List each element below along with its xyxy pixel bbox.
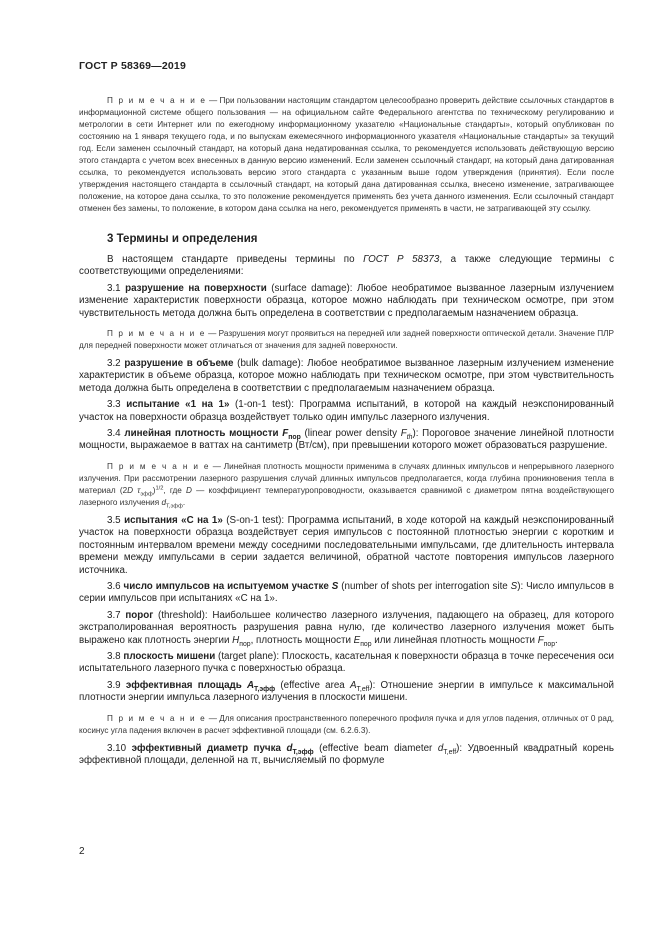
- term-3-6: [79, 581, 614, 606]
- note-3-1: [79, 328, 614, 352]
- term-definition-b: ): Отношение энергии в импульсе к максимальной плотности энергии импульса лазерного излучения в плоскости мишени.: [79, 679, 615, 704]
- term-definition-a: (effective beam diameter: [313, 742, 438, 754]
- note-text-c: ): [152, 485, 156, 495]
- term-number: 3.6: [107, 580, 124, 592]
- term-3-10: [79, 743, 614, 768]
- term-symbol-en: F: [400, 428, 407, 440]
- document-body: [79, 95, 614, 771]
- note-symbol-d: D: [186, 485, 192, 495]
- symbol-e-subscript: пор: [360, 640, 372, 648]
- term-name: разрушение в объеме: [124, 358, 234, 370]
- intro-text-a: В настоящем стандарте приведены термины по: [107, 254, 364, 265]
- note-formula: D τ: [127, 485, 141, 495]
- term-number: 3.4: [107, 428, 125, 440]
- section-intro: [79, 254, 614, 279]
- term-number: 3.3: [107, 399, 127, 411]
- symbol-h: H: [232, 634, 240, 646]
- term-definition: (bulk damage): Любое необратимое вызванное лазерным излучением изменение характеристик в объеме образца, которое можно наблюдать при техническом осмотре, при этом чувствительность метода должна быть определена в соответствии с предполагаемым назначением образца.: [79, 358, 615, 394]
- term-3-1: [79, 283, 614, 320]
- term-symbol-en: A: [349, 679, 357, 691]
- intro-text-b: , а также следующие термины с соответствующими определениями:: [79, 254, 614, 278]
- term-definition: (target plane): Плоскость, касательная к поверхности образца в точке пересечения оси испытательного лазерного пучка с поверхностью образца.: [79, 650, 615, 675]
- term-number: 3.1: [107, 282, 126, 294]
- note-symbol-diameter: d: [161, 497, 167, 507]
- term-name: плоскость мишени: [123, 650, 216, 662]
- term-symbol-en-subscript: T,eff: [443, 748, 457, 756]
- term-name: испытания «С на 1»: [124, 514, 223, 526]
- note-text-a: — Линейная плотность мощности применима в случаях длинных импульсов и непрерывного лазерного излучения. При рассмотрении лазерного разрушения случай длинных импульсов предполагается, когда глубина проникновения тепла в материал (2: [79, 461, 614, 495]
- note-text: — При пользовании настоящим стандартом целесообразно проверить действие ссылочных стандартов в информационной системе общего пользования — на официальном сайте Федерального агентства по техническому регулированию и метрологии в сети Интернет или по ежегодному информационному указателю «Национальные стандарты», который опубликован по состоянию на 1 января текущего года, и по выпускам ежемесячного информационного указателя «Национальные стандарты» за текущий год. Если заменен ссылочный стандарт, на который дана недатированная ссылка, то рекомендуется использовать действующую версию этого стандарта с учетом всех внесенных в данную версию изменений. Если заменен ссылочный стандарт, на который дана датированная ссылка, то рекомендуется использовать версию этого стандарта с указанным выше годом утверждения (принятия). Если после утверждения настоящего стандарта в ссылочный стандарт, на который дана датированная ссылка, внесено изменение, затрагивающее положение, на которое дана ссылка, то это положение рекомендуется применять без учета данного изменения. Если ссылочный стандарт отменен без замены, то положение, в котором дана ссылка на него, рекомендуется применять в части, не затрагивающей эту ссылку.: [79, 96, 614, 213]
- term-definition-b: ): Пороговое значение линейной плотности мощности, выражаемое в ваттах на сантиметр (Вт/см), при превышении которого может образоваться разрушение.: [79, 428, 614, 452]
- note-3-9: [79, 713, 614, 737]
- term-3-9: [79, 680, 614, 705]
- term-symbol-subscript: T,эфф: [292, 748, 314, 756]
- term-definition-b: , плотность мощности: [250, 634, 354, 646]
- term-3-5: [79, 515, 614, 577]
- term-number: 3.9: [107, 679, 126, 691]
- term-definition-b: ): Число импульсов в серии импульсов при испытаниях «С на 1».: [79, 580, 615, 605]
- note-text-f: — коэффициент температуропроводности, оказывается сравнимой с диаметром пятна воздействующего лазерного излучения: [79, 485, 614, 507]
- term-number: 3.2: [107, 358, 125, 370]
- term-3-8: [79, 651, 614, 676]
- term-symbol-subscript: T,эфф: [254, 685, 276, 693]
- term-symbol-en-subscript: T,eff: [356, 685, 370, 693]
- note-text-h: .: [182, 497, 186, 507]
- note-text-d: , где: [163, 485, 187, 495]
- note-intro: [79, 95, 614, 215]
- term-symbol: S: [331, 580, 339, 592]
- term-3-7: [79, 610, 614, 647]
- term-definition-a: (effective area: [275, 679, 350, 691]
- term-name: линейная плотность мощности: [124, 428, 283, 440]
- term-number: 3.10: [107, 742, 132, 754]
- term-symbol-en-subscript: th: [406, 434, 413, 442]
- term-name: порог: [125, 609, 154, 621]
- intro-reference: ГОСТ Р 58373: [363, 254, 440, 265]
- term-3-3: [79, 399, 614, 424]
- note-text: — Для описания пространственного поперечного профиля пучка и для углов падения, отличных от 0 рад, косинус угла падения включен в расчет эффективной площади (см. 6.2.6.3).: [79, 713, 614, 735]
- term-definition-c: или линейная плотность мощности: [371, 634, 538, 646]
- term-symbol-subscript: пор: [288, 434, 301, 442]
- symbol-f: F: [537, 634, 544, 646]
- term-definition: (S-on-1 test): Программа испытаний, в ходе которой на каждый неэкспонированный участок на поверхности образца воздействует серия импульсов с постоянной плотностью энергии с коротким и постоянным интервалом времени между соседними последовательными импульсами, где длительность интервала времени между импульсами в серии задается величиной, обратной частоте повторения импульсов лазерного источника.: [79, 514, 614, 576]
- term-definition: (1-on-1 test): Программа испытаний, в которой на каждый неэкспонированный участок на поверхности образца воздействует только один импульс лазерного излучения.: [79, 399, 614, 423]
- term-number: 3.7: [107, 609, 126, 621]
- symbol-h-subscript: пор: [239, 640, 251, 648]
- note-3-4: [79, 461, 614, 509]
- term-name: разрушение на поверхности: [125, 282, 267, 294]
- note-label: П р и м е ч а н и е: [107, 329, 206, 339]
- page-number: 2: [79, 846, 85, 857]
- symbol-e: E: [353, 634, 361, 646]
- note-text: — Разрушения могут проявиться на передней или задней поверхности оптической детали. Значение ПЛР для передней поверхности может отличаться от значения для задней поверхности.: [79, 329, 614, 351]
- term-definition-a: (linear power density: [300, 428, 401, 440]
- note-label: П р и м е ч а н и е: [107, 96, 207, 105]
- term-3-2: [79, 358, 614, 395]
- term-name: эффективный диаметр пучка: [131, 742, 287, 754]
- term-number: 3.5: [107, 514, 125, 526]
- term-3-4: [79, 428, 614, 453]
- note-label: П р и м е ч а н и е: [107, 713, 207, 723]
- term-symbol-en: S: [510, 580, 518, 592]
- term-name: испытание «1 на 1»: [126, 399, 230, 411]
- term-definition-a: (threshold): Наибольшее количество лазерного излучения, падающего на образец, для которого экстраполированная вероятность разрушения равна нулю, где количество лазерного излучения может быть выражено как плотность энергии: [79, 609, 615, 646]
- note-subscript: эфф: [140, 491, 153, 498]
- term-symbol: A: [246, 679, 255, 691]
- term-definition-b: ): Удвоенный квадратный корень эффективной площади, деленной на π, вычисляемый по формуле: [79, 742, 614, 766]
- note-diameter-subscript: T,эфф: [166, 503, 183, 510]
- term-definition-d: .: [555, 634, 558, 646]
- symbol-f-subscript: пор: [543, 640, 556, 648]
- standard-header: ГОСТ Р 58369—2019: [79, 60, 187, 72]
- term-symbol: d: [286, 742, 293, 754]
- section-title: 3 Термины и определения: [107, 233, 258, 245]
- term-symbol: F: [282, 428, 289, 440]
- term-definition: (surface damage): Любое необратимое вызванное лазерным излучением изменение характеристик поверхности образца, которое можно наблюдать при техническом осмотре, при этом чувствительность метода должна быть определена в соответствии с предполагаемым назначением образца.: [79, 282, 614, 319]
- note-superscript: 1/2: [155, 485, 164, 492]
- term-number: 3.8: [107, 650, 124, 662]
- term-definition-a: (number of shots per interrogation site: [338, 580, 511, 592]
- note-label: П р и м е ч а н и е: [107, 461, 211, 471]
- term-name: число импульсов на испытуемом участке: [123, 580, 332, 592]
- term-symbol-en: d: [437, 742, 444, 754]
- term-name: эффективная площадь: [125, 679, 247, 691]
